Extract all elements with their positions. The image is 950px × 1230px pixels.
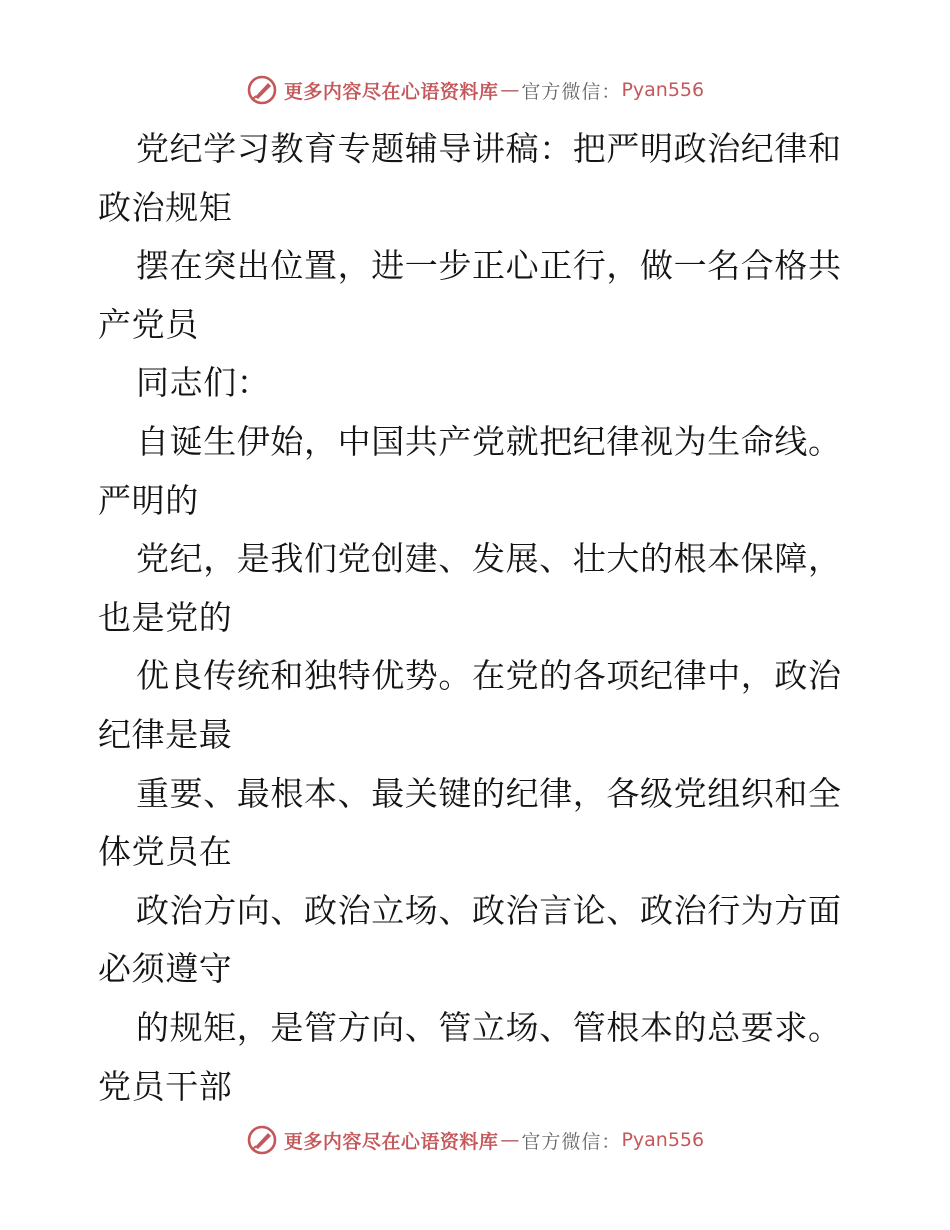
watermark-official-label: 官方微信： — [521, 1130, 622, 1153]
document-line: 政治规矩 — [98, 187, 233, 227]
document-line: 摆在突出位置，进一步正心正行，做一名合格共 — [136, 246, 842, 286]
quill-logo-icon — [246, 1124, 278, 1156]
watermark-contact: Pyan556 — [621, 1129, 705, 1151]
watermark-footer — [0, 1120, 950, 1160]
document-line: 优良传统和独特优势。在党的各项纪律中，政治 — [136, 656, 842, 696]
watermark-separator: — — [500, 79, 520, 101]
watermark-header — [0, 70, 950, 110]
document-line: 体党员在 — [98, 832, 233, 872]
document-line: 纪律是最 — [98, 714, 233, 754]
document-line: 产党员 — [98, 304, 199, 344]
watermark-brand: 更多内容尽在心语资料库 — [283, 1130, 499, 1153]
watermark-separator: — — [500, 1129, 520, 1151]
watermark-brand: 更多内容尽在心语资料库 — [283, 80, 499, 103]
document-line: 的规矩，是管方向、管立场、管根本的总要求。 — [136, 1007, 842, 1047]
document-line: 党员干部 — [98, 1066, 233, 1106]
document-line: 自诞生伊始，中国共产党就把纪律视为生命线。 — [136, 421, 842, 461]
document-line: 党纪，是我们党创建、发展、壮大的根本保障， — [136, 539, 842, 579]
watermark-contact: Pyan556 — [621, 79, 705, 101]
document-line: 必须遵守 — [98, 949, 233, 989]
document-line: 同志们： — [136, 363, 271, 403]
document-line: 党纪学习教育专题辅导讲稿：把严明政治纪律和 — [136, 129, 842, 168]
document-body — [98, 120, 858, 1116]
document-line: 严明的 — [98, 480, 199, 520]
document-line: 重要、最根本、最关键的纪律，各级党组织和全 — [136, 773, 842, 813]
document-line: 也是党的 — [98, 597, 233, 637]
watermark-official-label: 官方微信： — [521, 80, 622, 103]
document-line: 政治方向、政治立场、政治言论、政治行为方面 — [136, 890, 842, 930]
quill-logo-icon — [246, 74, 278, 106]
